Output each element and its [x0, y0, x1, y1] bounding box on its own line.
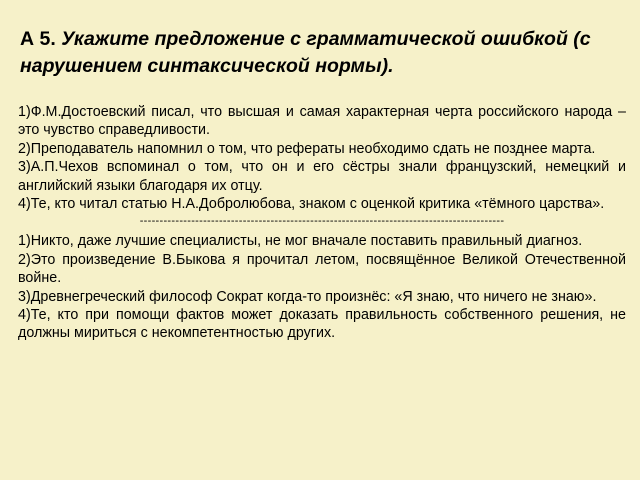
group1-option-4: 4)Те, кто читал статью Н.А.Добролюбова, знаком с оценкой критика «тёмного царства». — [18, 196, 605, 213]
group1-option-2: 2)Преподаватель напомнил о том, что рефераты необходимо сдать не позднее марта. — [18, 140, 596, 157]
group2-option-1: 1)Никто, даже лучшие специалисты, не мог вначале поставить правильный диагноз. — [18, 233, 583, 250]
task-heading — [20, 26, 620, 80]
group2-option-4: 4)Те, кто при помощи фактов может доказать правильность собственного решения, не должны мириться с некомпетентностью других. — [18, 307, 626, 342]
group2-option-2: 2)Это произведение В.Быкова я прочитал летом, посвящённое Великой Отечественной войне. — [18, 251, 626, 287]
answer-options — [18, 103, 626, 343]
group2-option-3: 3)Древнегреческий философ Сократ когда-то произнёс: «Я знаю, что ничего не знаю». — [18, 288, 597, 305]
separator-line: -------------------------------------------------------------------------------------------- — [139, 215, 505, 228]
group1-option-3: 3)А.П.Чехов вспоминал о том, что он и его сёстры знали французский, немецкий и английский языки благодаря их отцу. — [18, 159, 626, 194]
task-text: Укажите предложение с грамматической ошибкой (с нарушением синтаксической нормы). — [20, 28, 591, 77]
group1-option-1: 1)Ф.М.Достоевский писал, что высшая и самая характерная черта российского народа – это чувство справедливости. — [18, 104, 626, 139]
task-number: А 5. — [20, 28, 56, 50]
